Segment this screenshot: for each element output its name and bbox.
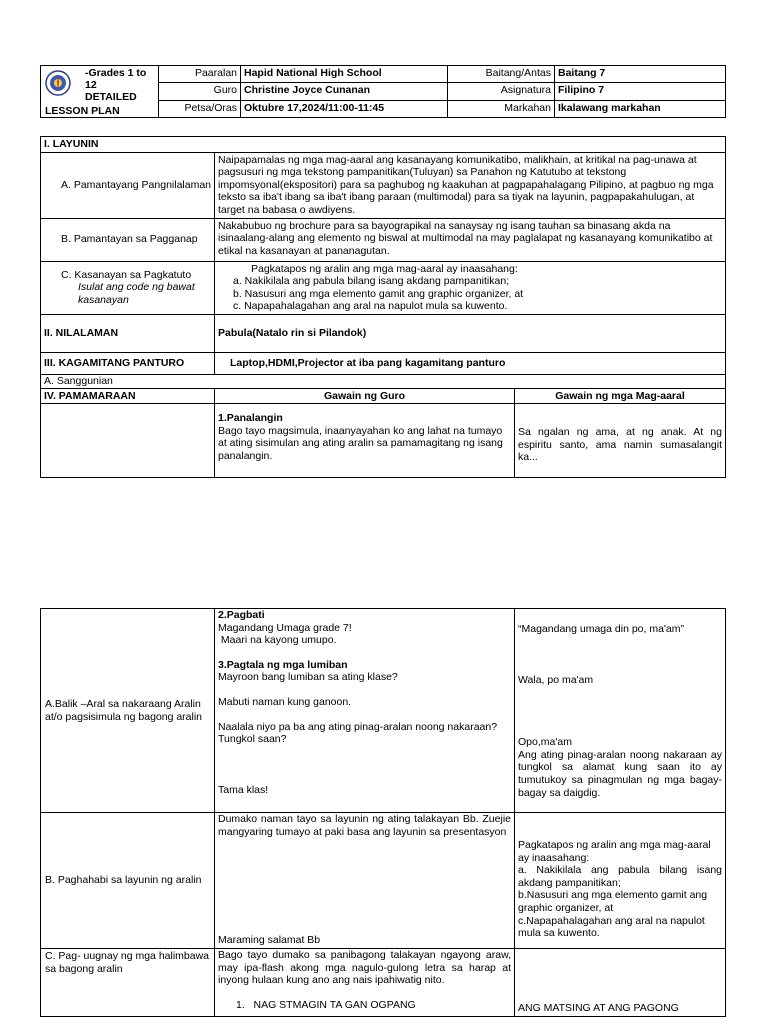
student-wala: Wala, po ma'am xyxy=(518,673,594,686)
lesson-table-page2 xyxy=(40,608,726,1017)
title-line4: LESSON PLAN xyxy=(45,105,120,117)
layunin-b-label: B. Pamantayan sa Pagganap xyxy=(41,218,215,261)
lesson-table xyxy=(40,136,726,478)
layunin-c-cell xyxy=(41,261,215,314)
pagbati-title: 2.Pagbati xyxy=(218,609,265,621)
nilalaman-value: Pabula(Natalo rin si Pilandok) xyxy=(215,314,726,352)
markahan-label: Markahan xyxy=(448,101,555,118)
row-a-student xyxy=(515,609,726,813)
paaralan-label: Paaralan xyxy=(159,66,241,83)
nilalaman-heading: II. NILALAMAN xyxy=(41,314,215,352)
guro-value: Christine Joyce Cunanan xyxy=(241,83,448,101)
student-aralin: Ang ating pinag-aralan noong nakaraan ay tungkol sa alamat kung saan ito ay tumutukoy sa pinagmulan ng mga bagay-bagay sa daigdig. xyxy=(518,748,722,799)
row-b-intro: Pagkatapos ng aralin ang mga mag-aaral ay inaasahang: xyxy=(518,839,711,864)
pagbati-line2: Maari na kayong umupo. xyxy=(218,634,337,647)
row-b-teacher-text: Dumako naman tayo sa layunin ng ating talakayan Bb. Zuejie mangyaring tumayo at paki basa ang layunin sa presentasyon xyxy=(218,813,511,838)
layunin-c-item: a. Nakikilala ang pabula bilang isang akdang pampanitikan; xyxy=(233,275,510,288)
layunin-c-label: C. Kasanayan sa Pagkatuto xyxy=(61,268,192,281)
row-b-teacher xyxy=(215,813,515,949)
title-line1: -Grades 1 to xyxy=(85,67,147,79)
col-guro-header: Gawain ng Guro xyxy=(215,388,515,404)
row-b-student xyxy=(515,813,726,949)
asignatura-label: Asignatura xyxy=(448,83,555,101)
panalangin-title: 1.Panalangin xyxy=(218,412,283,425)
kagamitan-heading: III. KAGAMITANG PANTURO xyxy=(41,352,215,374)
pagbati-line1: Magandang Umaga grade 7! xyxy=(218,621,352,634)
layunin-c-item: b. Nasusuri ang mga elemento gamit ang graphic organizer, at xyxy=(233,287,524,300)
empty-cell xyxy=(41,404,215,478)
petsa-value: Oktubre 17,2024/11:00-11:45 xyxy=(241,101,448,118)
row-c-answer1: ANG MATSING AT ANG PAGONG xyxy=(518,1002,679,1015)
row-b-item-c: c.Napapahalagahan ang aral na napulot mula sa kuwento. xyxy=(518,914,705,940)
layunin-c-sub: Isulat ang code ng bawat kasanayan xyxy=(78,281,195,307)
row-b-label: B. Paghahabi sa layunin ng aralin xyxy=(41,813,215,949)
row-b-item-b: b.Nasusuri ang mga elemento gamit ang graphic organizer, at xyxy=(518,889,708,914)
panalangin-text: Bago tayo magsimula, inaanyayahan ko ang lahat na tumayo at ating sisimulan ang ating aralin sa pamamagitang ng isang panalangin. xyxy=(218,424,503,462)
baitang-value: Baitang 7 xyxy=(555,66,726,83)
layunin-a-text: Naipapamalas ng mga mag-aaral ang kasanayang komunikatibo, malikhain, at kritikal na pag-unawa at pagsusuri ng mga tekstong pampanitikan(Tuluyan) sa Panahon ng Katutubo at tekstong impomsyonal(ekspositori) para sa paghubog ng kaakuhan at pagpapahalagang Pilipino, at pagbuo ng mga teksto sa iba't ibang sa iba't ibang paraan (multimodal) para sa tiyak na layunin, pagpapakahulugan, at target na babasa o awdiyens. xyxy=(215,152,726,218)
tungkol-text: Tungkol saan? xyxy=(218,733,287,746)
row-a-label: A.Balik –Aral sa nakaraang Aralin at/o pagsisimula ng bagong aralin xyxy=(41,609,215,813)
row-c-teacher-text: Bago tayo dumako sa panibagong talakayan ngayong araw, may ipa-flash akong mga nagulo-gulong letra sa harap at inyong hulaan kung ano ang nais ipahiwatig nito. xyxy=(218,949,511,987)
header-table xyxy=(40,65,726,118)
paaralan-value: Hapid National High School xyxy=(241,66,448,83)
row-a-teacher xyxy=(215,609,515,813)
mabuti-text: Mabuti naman kung ganoon. xyxy=(218,695,352,708)
layunin-c-intro: Pagkatapos ng aralin ang mga mag-aaral ay inaasahang: xyxy=(251,262,518,275)
student-greet: “Magandang umaga din po, ma'am” xyxy=(518,623,685,635)
petsa-label: Petsa/Oras xyxy=(159,101,241,118)
naalala-text: Naalala niyo pa ba ang ating pinag-aralan noong nakaraan? xyxy=(218,720,498,733)
row-c-label: C. Pag- uugnay ng mga halimbawa sa bagong aralin xyxy=(41,949,215,1017)
asignatura-value: Filipino 7 xyxy=(555,83,726,101)
panalangin-student: Sa ngalan ng ama, at ng anak. At ng espiritu santo, ama namin sumasalangit ka... xyxy=(515,404,726,478)
deped-seal-icon xyxy=(45,70,71,96)
panalangin-cell xyxy=(215,404,515,478)
layunin-b-text: Nakabubuo ng brochure para sa bayograpikal na sanaysay ng isang tauhan sa binasang akda na isinaalang-alang ang elemento ng biswal at multimodal na may paglalapat ng kasanayang komunikatibo at etikal na kasanayan at pananagutan. xyxy=(215,218,726,261)
layunin-c-text xyxy=(215,261,726,314)
layunin-a-label: A. Pamantayang Pangnilalaman xyxy=(41,152,215,218)
kagamitan-value: Laptop,HDMI,Projector at iba pang kagamitang panturo xyxy=(215,352,726,374)
sanggunian: A. Sanggunian xyxy=(41,374,726,388)
col-mag-header: Gawain ng mga Mag-aaral xyxy=(515,388,726,404)
pamamaraan-heading: IV. PAMAMARAAN xyxy=(41,388,215,404)
row-c-item1: 1. NAG STMAGIN TA GAN OGPANG xyxy=(236,998,416,1011)
title-line3: DETAILED xyxy=(85,91,137,104)
row-c-student xyxy=(515,949,726,1017)
lumiban-question: Mayroon bang lumiban sa ating klase? xyxy=(218,671,398,684)
layunin-c-item: c. Napapahalagahan ang aral na napulot mula sa kuwento. xyxy=(233,300,508,313)
row-c-teacher xyxy=(215,949,515,1017)
tama-text: Tama klas! xyxy=(218,783,269,796)
row-b-item-a: a. Nakikilala ang pabula bilang isang akdang pampanitikan; xyxy=(518,864,722,889)
title-cell xyxy=(41,66,159,118)
row-b-salamat: Maraming salamat Bb xyxy=(218,934,321,947)
guro-label: Guro xyxy=(159,83,241,101)
student-opo: Opo,ma'am xyxy=(518,736,572,749)
lumiban-title: 3.Pagtala ng mga lumiban xyxy=(218,658,348,671)
layunin-heading: I. LAYUNIN xyxy=(41,137,726,153)
title-line2: 12 xyxy=(85,79,97,92)
markahan-value: Ikalawang markahan xyxy=(555,101,726,118)
baitang-label: Baitang/Antas xyxy=(448,66,555,83)
